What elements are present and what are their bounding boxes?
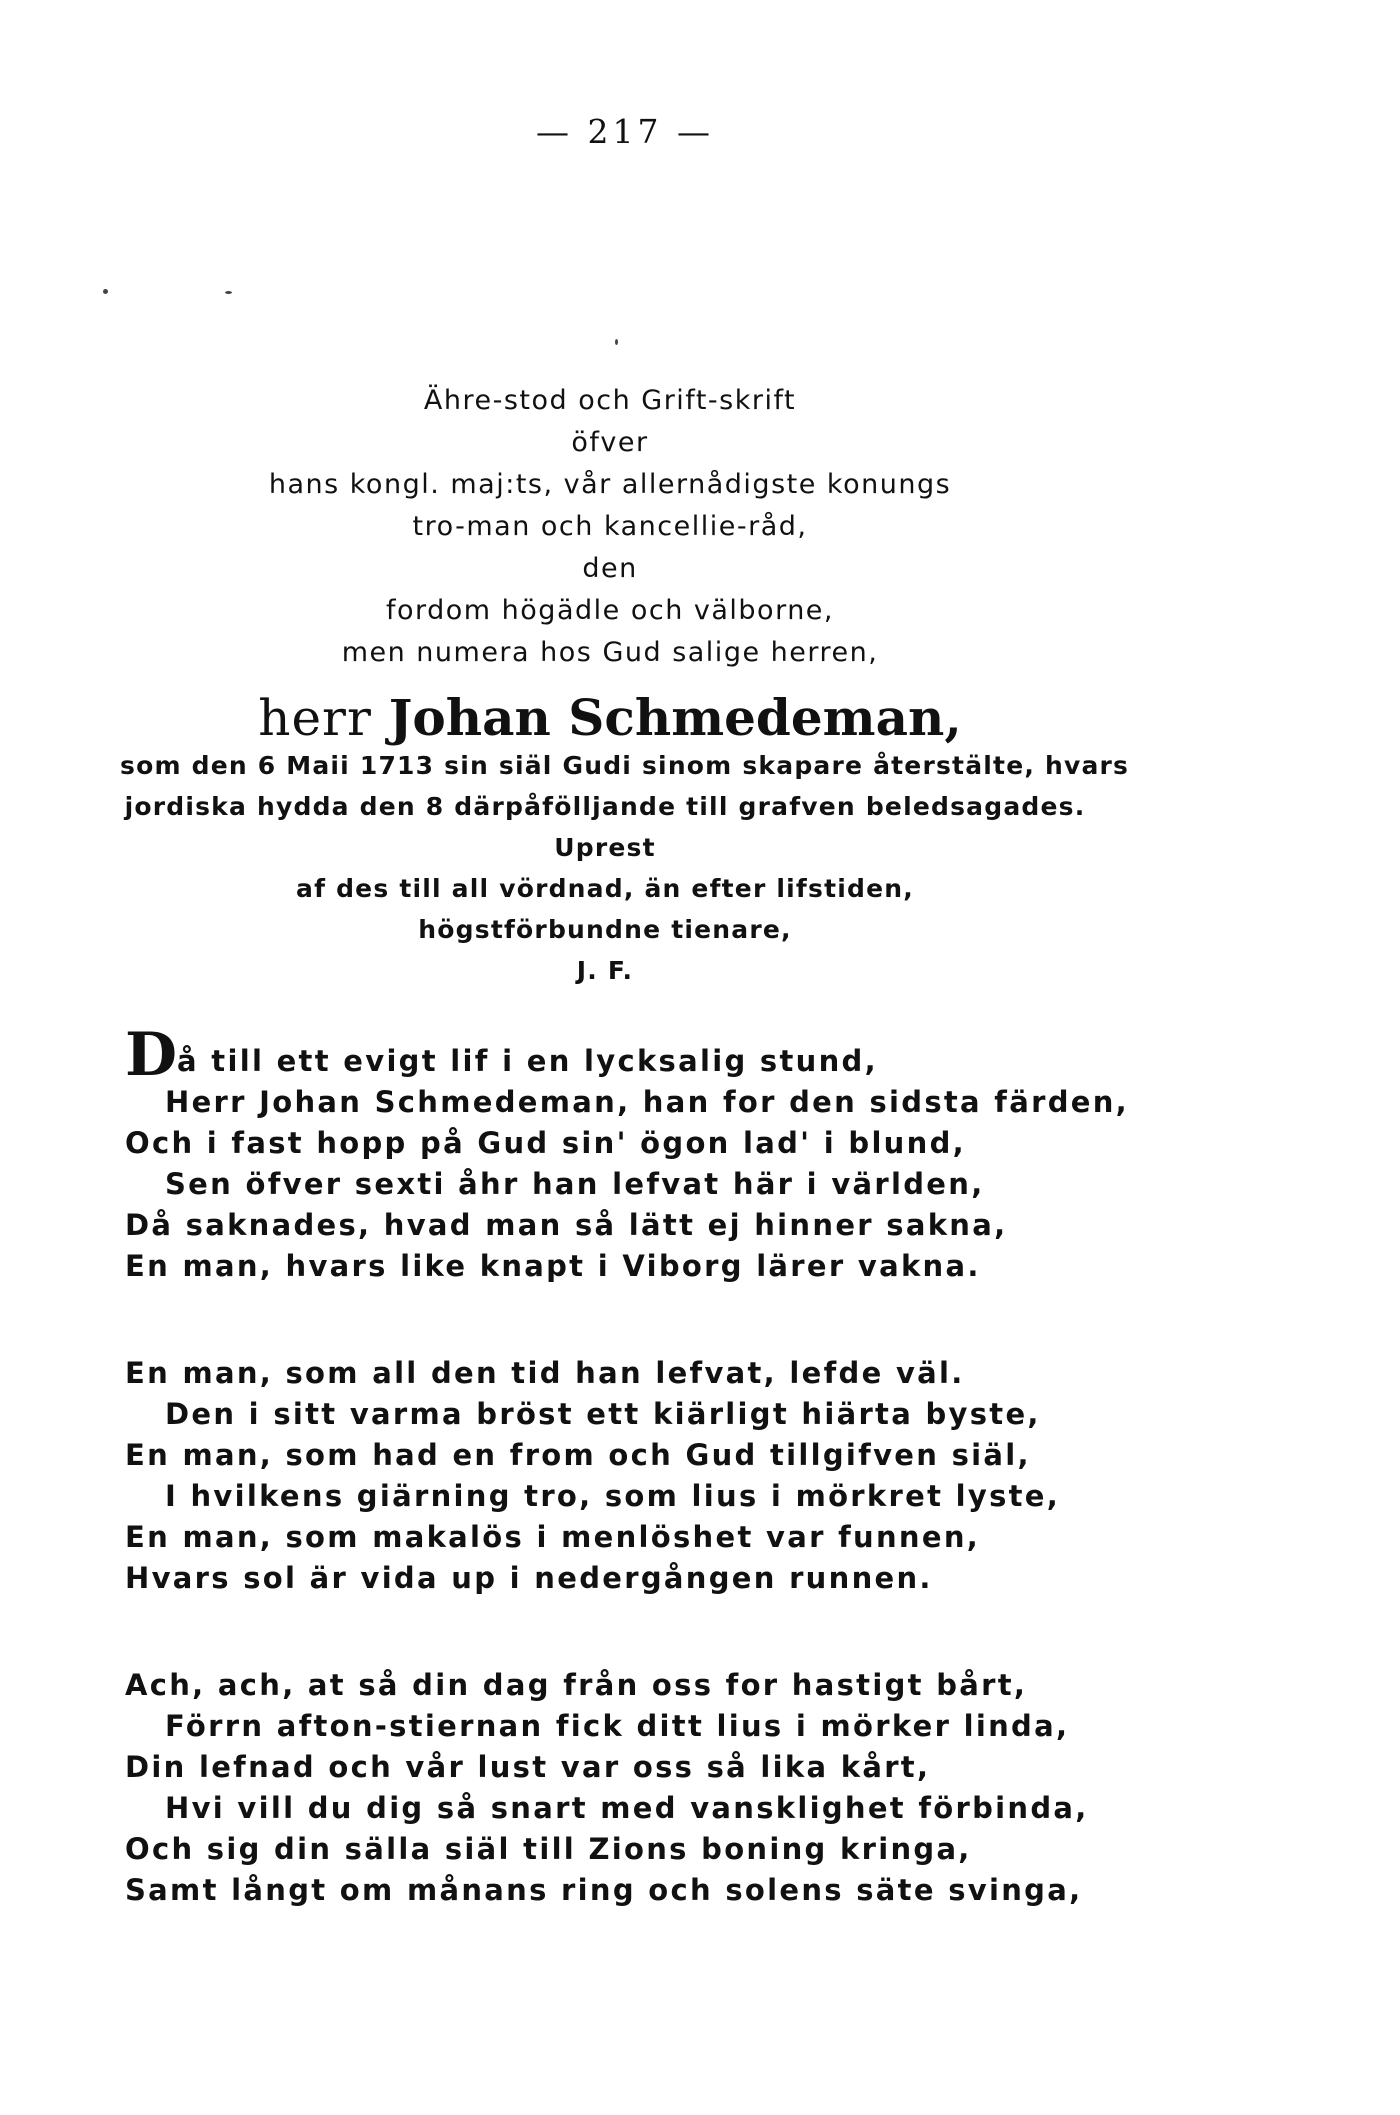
heading-line: Ähre-stod och Grift-skrift xyxy=(423,385,797,416)
honoree-name xyxy=(0,682,1220,754)
heading-line: tro-man och kancellie-råd, xyxy=(412,511,808,542)
verse-line: En man, hvars like knapt i Viborg lärer vakna. xyxy=(125,1249,981,1283)
verse-line: Den i sitt varma bröst ett kiärligt hiärta byste, xyxy=(165,1397,1041,1431)
dedication-line: som den 6 Maii 1713 sin siäl Gudi sinom skapare återstälte, hvars xyxy=(120,751,1130,780)
verse-line: Hvars sol är vida up i nedergången runnen. xyxy=(125,1561,933,1595)
verse-text: å till ett evigt lif i en lycksalig stund, xyxy=(177,1044,878,1078)
print-speck xyxy=(225,291,232,294)
verse-line: Hvi vill du dig så snart med vansklighet förbinda, xyxy=(165,1791,1089,1825)
verse-line xyxy=(125,1020,1125,1090)
verse-line: Samt långt om månans ring och solens säte svinga, xyxy=(125,1873,1083,1907)
print-speck xyxy=(103,289,108,294)
dedication-line: Uprest xyxy=(554,833,656,862)
print-speck xyxy=(615,339,618,345)
heading-line: den xyxy=(582,553,638,584)
stanza-2 xyxy=(125,1353,1125,1599)
verse-line: Herr Johan Schmedeman, han for den sidsta färden, xyxy=(165,1085,1129,1119)
dedication-text xyxy=(120,745,1130,991)
drop-cap: D xyxy=(125,1020,178,1090)
dedication-signature: J. F. xyxy=(576,956,634,985)
dedication-line: jordiska hydda den 8 därpåfölljande till grafven beledsagades. xyxy=(124,792,1086,821)
poem xyxy=(125,1020,1129,1977)
dedication-line: högstförbundne tienare, xyxy=(418,915,792,944)
verse-line: I hvilkens giärning tro, som lius i mörkret lyste, xyxy=(165,1479,1061,1513)
heading-line: hans kongl. maj:ts, vår allernådigste konungs xyxy=(268,469,952,500)
name-text: Johan Schmedeman, xyxy=(388,688,962,747)
heading-line: men numera hos Gud salige herren, xyxy=(341,637,879,668)
name-prefix: herr xyxy=(258,689,372,747)
verse-line: Och i fast hopp på Gud sin' ögon lad' i blund, xyxy=(125,1126,966,1160)
title-heading xyxy=(0,380,1220,764)
heading-line: öfver xyxy=(571,427,649,458)
verse-line: En man, som makalös i menlöshet var funnen, xyxy=(125,1520,981,1554)
page-number: — 217 — xyxy=(536,112,714,151)
verse-line: Din lefnad och vår lust var oss så lika kårt, xyxy=(125,1750,931,1784)
verse-line: Och sig din sälla siäl till Zions boning kringa, xyxy=(125,1832,972,1866)
dedication-line: af des till all vördnad, än efter lifstiden, xyxy=(296,874,914,903)
stanza-1 xyxy=(125,1020,1129,1287)
stanza-3 xyxy=(125,1665,1125,1911)
verse-line: Då saknades, hvad man så lätt ej hinner sakna, xyxy=(125,1208,1008,1242)
verse-line: Sen öfver sexti åhr han lefvat här i världen, xyxy=(165,1167,985,1201)
verse-line: En man, som had en from och Gud tillgifven siäl, xyxy=(125,1438,1031,1472)
heading-line: fordom högädle och välborne, xyxy=(385,595,834,626)
verse-line: Ach, ach, at så din dag från oss for hastigt bårt, xyxy=(125,1668,1028,1702)
verse-line: Förrn afton-stiernan fick ditt lius i mörker linda, xyxy=(165,1709,1070,1743)
verse-line: En man, som all den tid han lefvat, lefde väl. xyxy=(125,1356,965,1390)
